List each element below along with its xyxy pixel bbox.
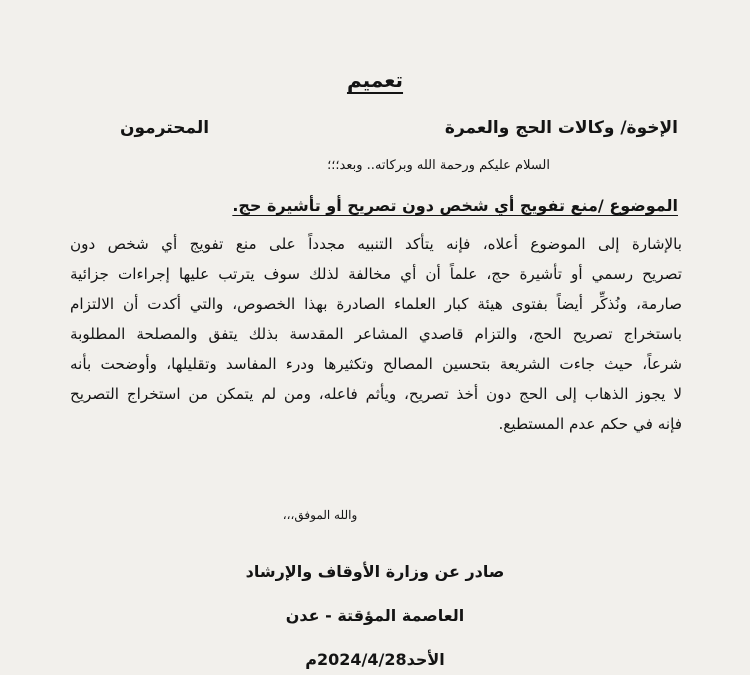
greeting: السلام عليكم ورحمة الله وبركاته.. وبعد؛؛؛ [327, 158, 550, 173]
body-line: فإنه في حكم عدم المستطيع. [498, 415, 682, 433]
city-line: العاصمة المؤقتة - عدن [285, 606, 465, 625]
document-title: تعميم [346, 68, 404, 92]
addressee-honorific: المحترمون [120, 118, 210, 138]
subject-line: الموضوع /منع تفويج أي شخص دون تصريح أو تأشيرة حج. [232, 196, 678, 215]
issuer-line: صادر عن وزارة الأوقاف والإرشاد [245, 562, 505, 581]
closing-phrase: والله الموفق،،، [282, 508, 358, 522]
date-line: الأحد2024/4/28م [305, 650, 445, 669]
body-line: بالإشارة إلى الموضوع أعلاه، فإنه يتأكد التنبيه مجدداً على منع تفويج أي شخص دون [70, 235, 682, 253]
body-line: تصريح رسمي أو تأشيرة حج، علماً أن أي مخالفة لذلك سوف يترتب عليها إجراءات جزائية [70, 265, 682, 283]
addressee-to: الإخوة/ وكالات الحج والعمرة [444, 118, 678, 138]
body-line: شرعاً، حيث جاءت الشريعة بتحسين المصالح وتكثيرها ودرء المفاسد وتقليلها، وأوضحت بأنه [70, 355, 682, 373]
body-line: باستخراج تصريح الحج، والتزام قاصدي المشاعر المقدسة بذلك يتفق والمصلحة المطلوبة [70, 325, 682, 343]
body-line: صارمة، ونُذكِّر أيضاً بفتوى هيئة كبار العلماء الصادرة بهذا الخصوص، والتي أكدت أن الالتزام [70, 295, 682, 313]
body-line: لا يجوز الذهاب إلى الحج دون أخذ تصريح، ويأثم فاعله، ومن لم يتمكن من استخراج التصريح [70, 385, 682, 403]
